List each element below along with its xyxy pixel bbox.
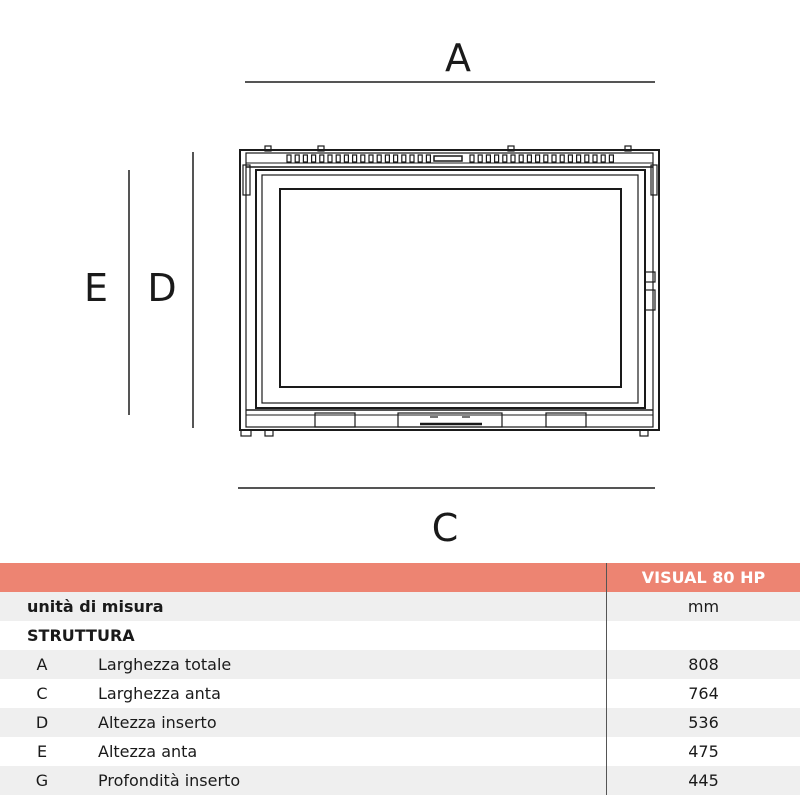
top-grille-right [470,155,613,162]
grille-slot [495,155,499,162]
grille-slot [577,155,581,162]
dimension-label-d: D [147,266,177,310]
grille-slot [418,155,422,162]
row-value: 808 [607,650,800,679]
row-value: 764 [607,679,800,708]
unit-value: mm [607,592,800,621]
grille-slot [585,155,589,162]
row-label: Profondità inserto [84,766,607,795]
grille-slot [295,155,299,162]
row-label: Larghezza totale [84,650,607,679]
grille-slot [503,155,507,162]
grille-slot [478,155,482,162]
grille-slot [560,155,564,162]
grille-slot [303,155,307,162]
section-row [0,621,800,650]
dimension-label-e: E [83,266,109,310]
row-code: A [0,650,84,679]
table-row [0,737,800,766]
row-value: 475 [607,737,800,766]
grille-slot [385,155,389,162]
grille-slot [511,155,515,162]
grille-slot [568,155,572,162]
grille-slot [544,155,548,162]
grille-center-bar [434,156,462,161]
table-header-row [0,563,800,592]
grille-slot [369,155,373,162]
section-label: STRUTTURA [0,621,607,650]
header-blank-cell [0,563,607,592]
grille-slot [353,155,357,162]
grille-slot [328,155,332,162]
table-row [0,708,800,737]
grille-slot [336,155,340,162]
grille-slot [344,155,348,162]
grille-slot [609,155,613,162]
grille-slot [426,155,430,162]
top-grille-left [287,155,430,162]
row-code: G [0,766,84,795]
unit-label: unità di misura [0,592,607,621]
unit-row [0,592,800,621]
dimension-label-c: C [431,506,459,550]
grille-slot [593,155,597,162]
specification-table [0,563,800,795]
row-label: Altezza anta [84,737,607,766]
grille-slot [552,155,556,162]
model-header: VISUAL 80 HP [607,563,800,592]
row-label: Altezza inserto [84,708,607,737]
grille-slot [377,155,381,162]
grille-slot [470,155,474,162]
grille-slot [486,155,490,162]
dimension-label-a: A [445,36,471,80]
grille-slot [536,155,540,162]
row-code: C [0,679,84,708]
grille-slot [402,155,406,162]
fireplace-insert [240,146,659,436]
grille-slot [394,155,398,162]
table-row [0,766,800,795]
grille-slot [410,155,414,162]
section-value-blank [607,621,800,650]
grille-slot [519,155,523,162]
grille-slot [361,155,365,162]
table-row [0,679,800,708]
grille-slot [312,155,316,162]
row-value: 445 [607,766,800,795]
grille-slot [320,155,324,162]
row-label: Larghezza anta [84,679,607,708]
grille-slot [601,155,605,162]
row-code: E [0,737,84,766]
row-code: D [0,708,84,737]
row-value: 536 [607,708,800,737]
grille-slot [527,155,531,162]
grille-slot [287,155,291,162]
table-row [0,650,800,679]
